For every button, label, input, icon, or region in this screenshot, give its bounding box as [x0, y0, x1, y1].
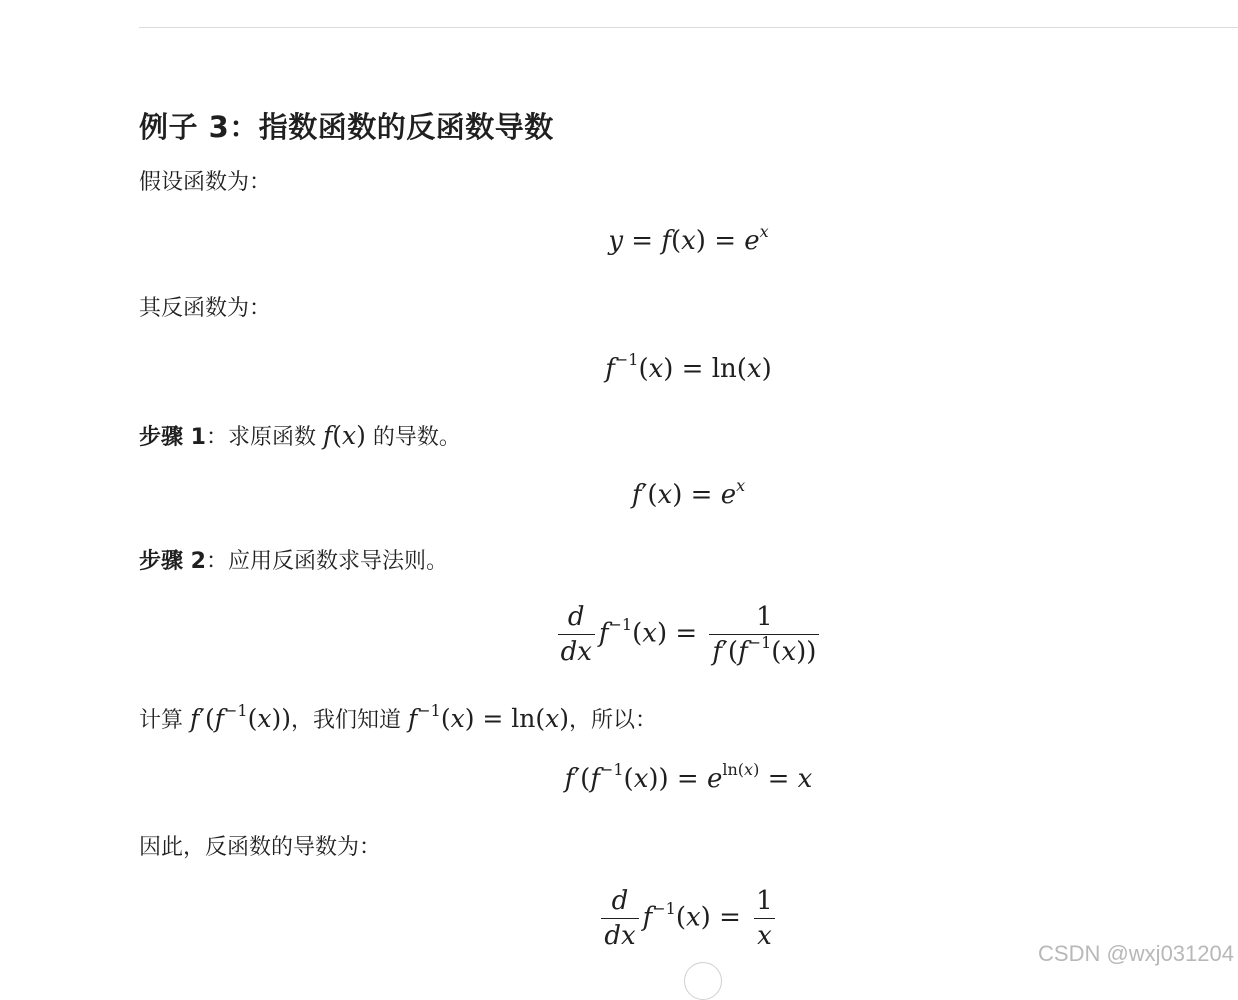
conclusion-text: 因此，反函数的导数为：	[139, 835, 382, 860]
fraction-rule: $\frac{1}{f'(f^{-1}(x))}$	[709, 602, 819, 667]
calc-text: 计算 $f'(f^{-1}(x))$，我们知道 $f^{-1}(x) = \ln(x)$，所以：	[139, 700, 658, 733]
intro-text: 假设函数为：	[139, 170, 272, 195]
step1-after: 的导数。	[365, 425, 461, 450]
calc-prefix: 计算	[139, 708, 190, 733]
fraction-result: $\frac{1}{x}$	[753, 886, 776, 951]
calc-suffix: ，所以：	[569, 708, 658, 733]
step1-text	[139, 421, 461, 453]
equation-evaluation: $f'(f^{-1}(x)) = e^{ln(x)} = x$	[564, 760, 813, 794]
equation-inverse: $f^{-1}(x) = \ln(x)$	[605, 350, 772, 384]
step1-label: 步骤 1	[139, 425, 206, 450]
step2-text	[139, 547, 448, 577]
calc-middle: ，我们知道	[290, 708, 408, 733]
equation-derivative: $f'(x) = e^x$	[631, 476, 746, 510]
step2-label: 步骤 2	[139, 549, 206, 574]
scroll-indicator[interactable]	[684, 962, 722, 1000]
step2-body: ：应用反函数求导法则。	[205, 549, 448, 574]
watermark: CSDN @wxj031204	[1038, 941, 1234, 966]
inverse-intro-text: 其反函数为：	[139, 296, 272, 321]
equation-result: $\frac{d}{dx}$ $f^{-1}(x)$ = $\frac{1}{x}$	[139, 886, 1238, 951]
fraction-d-dx: $\frac{d}{dx}$	[558, 602, 595, 667]
section-heading: 例子 3：指数函数的反函数导数	[139, 110, 554, 144]
step1-before: ：求原函数	[205, 425, 323, 450]
top-divider	[139, 27, 1238, 28]
equation-function: $y = f(x) = e^x$	[608, 222, 769, 256]
equation-inverse-rule: $\frac{d}{dx}$ $f^{-1}(x)$ = $\frac{1}{f'(f^{-1}(x))}$	[139, 602, 1238, 667]
step1-math: f(x)	[322, 421, 366, 450]
fraction-d-dx-result: $\frac{d}{dx}$	[601, 886, 638, 951]
